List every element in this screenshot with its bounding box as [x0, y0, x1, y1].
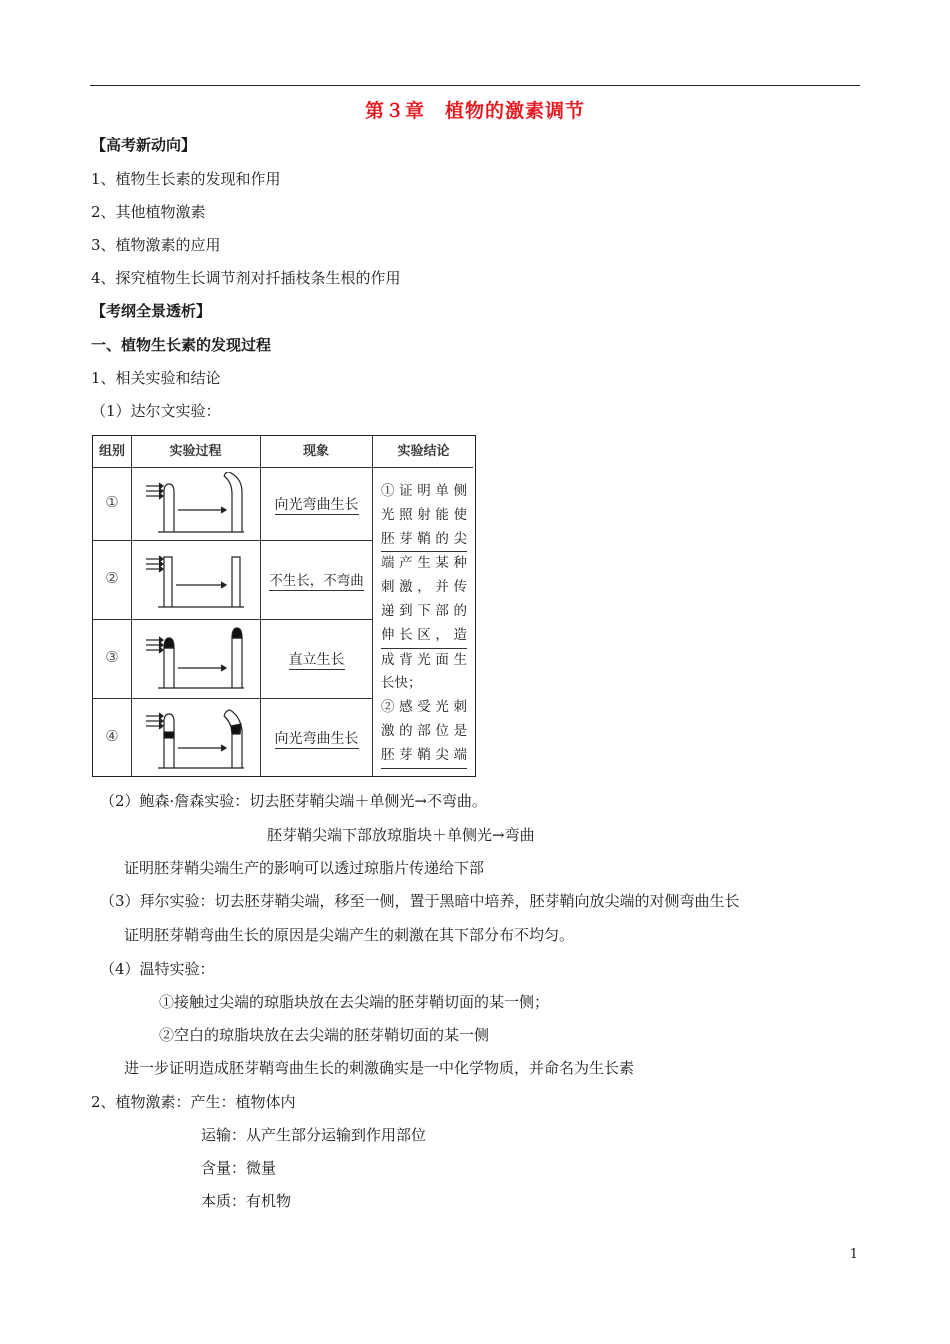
phenomenon-cell: 不生长，不弯曲: [269, 573, 364, 589]
coleoptile-diagram: [144, 547, 254, 613]
chapter-title: 第３章 植物的激素调节: [364, 100, 585, 122]
paal-text: （3）拜尔实验：切去胚芽鞘尖端，移至一侧，置于黑暗中培养，胚芽鞘向放尖端的对侧弯曲生长: [100, 892, 740, 910]
coleoptile-diagram: [144, 704, 254, 772]
page-number: 1: [849, 1247, 858, 1262]
list-item: 1、植物生长素的发现和作用: [91, 170, 281, 188]
conclusion-cell: ①证明单侧 光照射能使 胚芽鞘的尖 端产生某种 刺激，并传 递到下部的 伸长区，造 成背光面生 长快； ②感受光刺 激的部位是 胚芽鞘尖端: [381, 480, 467, 769]
paal-text: 证明胚芽鞘弯曲生长的原因是尖端产生的刺激在其下部分布不均匀。: [124, 926, 575, 944]
header-process: 实验过程: [169, 444, 222, 459]
darwin-table: [92, 435, 476, 777]
header-group: 组别: [98, 444, 125, 459]
went-text: ①接触过尖端的琼脂块放在去尖端的胚芽鞘切面的某一侧；: [159, 993, 550, 1011]
hormone-text: 2、植物激素：产生：植物体内: [91, 1093, 296, 1111]
phenomenon-cell: 向光弯曲生长: [274, 731, 359, 747]
boysen-jensen-text: 胚芽鞘尖端下部放琼脂块＋单侧光→弯曲: [267, 826, 535, 844]
darwin-label: （1）达尔文实验：: [91, 402, 221, 420]
boysen-jensen-text: （2）鲍森·詹森实验：切去胚芽鞘尖端＋单侧光→不弯曲。: [100, 792, 487, 810]
subheading-experiments: 1、相关实验和结论: [91, 369, 221, 387]
list-item: 2、其他植物激素: [91, 203, 206, 221]
phenomenon-cell: 直立生长: [288, 652, 345, 668]
group-number: ①: [105, 493, 119, 511]
hormone-text: 含量：微量: [201, 1159, 277, 1177]
header-conclusion: 实验结论: [397, 444, 450, 459]
header-rule: [90, 85, 860, 86]
phenomenon-cell: 向光弯曲生长: [274, 497, 359, 513]
section-kaogang: 【考纲全景透析】: [91, 302, 212, 320]
group-number: ④: [105, 727, 119, 745]
hormone-text: 本质：有机物: [201, 1192, 292, 1210]
coleoptile-diagram: [144, 624, 254, 692]
list-item: 3、植物激素的应用: [91, 236, 221, 254]
group-number: ③: [105, 648, 119, 666]
coleoptile-diagram: [144, 472, 254, 536]
header-phenomenon: 现象: [302, 444, 329, 459]
list-item: 4、探究植物生长调节剂对扦插枝条生根的作用: [91, 269, 401, 287]
went-text: ②空白的琼脂块放在去尖端的胚芽鞘切面的某一侧: [159, 1026, 490, 1044]
went-text: 进一步证明造成胚芽鞘弯曲生长的刺激确实是一中化学物质，并命名为生长素: [124, 1059, 635, 1077]
heading-discovery: 一、植物生长素的发现过程: [91, 336, 272, 354]
hormone-text: 运输：从产生部分运输到作用部位: [201, 1126, 427, 1144]
group-number: ②: [105, 569, 119, 587]
boysen-jensen-text: 证明胚芽鞘尖端生产的影响可以透过琼脂片传递给下部: [124, 859, 485, 877]
section-gaokao: 【高考新动向】: [91, 136, 197, 154]
went-label: （4）温特实验：: [100, 960, 215, 978]
